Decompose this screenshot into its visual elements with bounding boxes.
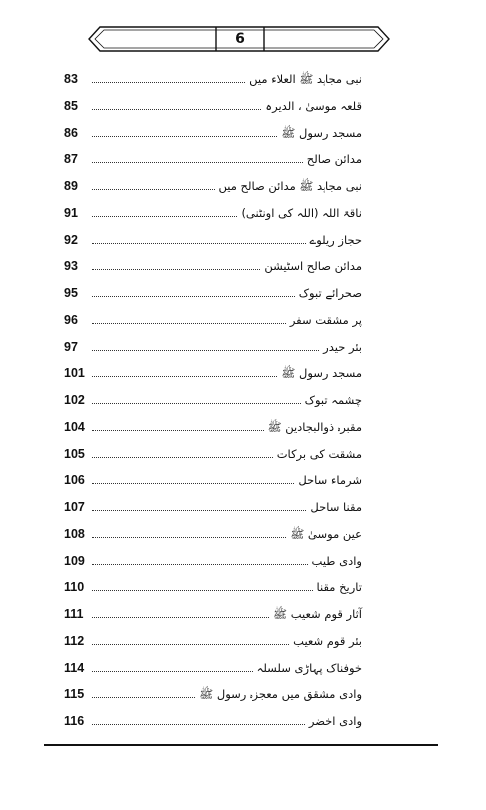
dot-leader	[92, 81, 245, 83]
toc-page-number: 93	[64, 259, 78, 274]
toc-entry[interactable]	[64, 276, 362, 302]
toc-page-number: 91	[64, 205, 78, 220]
toc-entry[interactable]	[64, 463, 362, 489]
toc-entry[interactable]	[64, 410, 362, 436]
toc-page-number: 109	[64, 553, 85, 568]
dot-leader	[92, 268, 260, 270]
toc-entry[interactable]	[64, 116, 362, 142]
dot-leader	[92, 108, 261, 110]
dot-leader	[92, 616, 269, 618]
toc-page-number: 115	[64, 687, 85, 702]
dot-leader	[92, 161, 303, 163]
toc-entry[interactable]	[64, 437, 362, 463]
toc-entry[interactable]	[64, 517, 362, 543]
dot-leader	[92, 670, 253, 672]
dot-leader	[92, 536, 286, 538]
toc-page-number: 92	[64, 232, 78, 247]
toc-entry[interactable]	[64, 62, 362, 88]
toc-title: نبی مجاہد ﷺ العلاء میں	[249, 72, 362, 86]
toc-entry[interactable]	[64, 169, 362, 195]
toc-page-number: 97	[64, 339, 78, 354]
toc-page-number: 108	[64, 526, 85, 541]
dot-leader	[92, 375, 277, 377]
toc-page-number: 105	[64, 446, 85, 461]
toc-page-number: 111	[64, 607, 84, 621]
toc-page-number: 86	[64, 125, 78, 140]
dot-leader	[92, 215, 237, 217]
toc-title: مشقت کی برکات	[276, 446, 362, 461]
dot-leader	[92, 295, 295, 297]
dot-leader	[92, 723, 305, 725]
toc-entry[interactable]	[64, 223, 362, 249]
dot-leader	[92, 135, 277, 137]
toc-entry[interactable]	[64, 356, 362, 382]
toc-page-number: 101	[64, 366, 85, 381]
dot-leader	[92, 322, 286, 324]
toc-title: قلعہ موسیٰ ، الدیرہ	[265, 98, 362, 113]
toc-title: خوفناک پہاڑی سلسلہ	[256, 660, 362, 675]
toc-title: آثار قوم شعیب ﷺ	[273, 607, 362, 621]
toc-entry[interactable]	[64, 651, 362, 677]
toc-title: بئر قوم شعیب	[293, 633, 362, 648]
toc-title: مسجد رسول ﷺ	[281, 125, 362, 140]
toc-page-number: 89	[64, 179, 78, 193]
toc-title: حجاز ریلوے	[309, 232, 362, 247]
toc-entry[interactable]	[64, 303, 362, 329]
toc-page-number: 96	[64, 312, 78, 327]
toc-title: عین موسیٰ ﷺ	[290, 526, 362, 541]
dot-leader	[92, 509, 306, 511]
dot-leader	[92, 456, 273, 458]
toc-title: وادی طیب	[311, 553, 362, 568]
toc-title: صحرائے تبوک	[298, 286, 362, 300]
toc-page-number: 104	[64, 419, 85, 434]
dot-leader	[92, 402, 301, 404]
toc-title: بئر حیدر	[323, 339, 362, 354]
toc-page-number: 112	[64, 633, 85, 648]
toc-entry[interactable]	[64, 330, 362, 356]
toc-title: نبی مجاہد ﷺ مدائن صالح میں	[218, 179, 362, 193]
toc-entry[interactable]	[64, 249, 362, 275]
toc-page-number: 110	[64, 580, 85, 595]
toc-title: وادی اخضر	[308, 714, 362, 728]
toc-entry[interactable]	[64, 196, 362, 222]
toc-title: وادی مشقق میں معجزہ رسول ﷺ	[199, 687, 362, 702]
toc-entry[interactable]	[64, 544, 362, 570]
toc-page-number: 114	[64, 660, 85, 675]
toc-title: مقنا ساحل	[310, 500, 362, 514]
toc-title: مسجد رسول ﷺ	[281, 366, 362, 381]
toc-page-number: 102	[64, 393, 85, 407]
dot-leader	[92, 696, 195, 698]
dot-leader	[92, 349, 319, 351]
toc-entry[interactable]	[64, 142, 362, 168]
toc-page-number: 85	[64, 98, 78, 113]
dot-leader	[92, 429, 264, 431]
toc-entry[interactable]	[64, 704, 362, 730]
page-number: 6	[235, 31, 245, 47]
dot-leader	[92, 188, 215, 190]
dot-leader	[92, 589, 313, 591]
toc-page-number: 83	[64, 72, 78, 86]
dot-leader	[92, 482, 294, 484]
footer-rule	[44, 744, 438, 746]
toc-page-number: 106	[64, 473, 85, 488]
toc-page-number: 87	[64, 152, 78, 167]
dot-leader	[92, 563, 308, 565]
toc-entry[interactable]	[64, 490, 362, 516]
toc-title: تاریخ مقنا	[316, 580, 362, 595]
toc-page-number: 95	[64, 286, 78, 300]
toc-entry[interactable]	[64, 624, 362, 650]
toc-title: مدائن صالح اسٹیشن	[264, 259, 362, 274]
toc-entry[interactable]	[64, 570, 362, 596]
dot-leader	[92, 242, 306, 244]
dot-leader	[92, 643, 289, 645]
toc-page-number: 116	[64, 714, 85, 728]
toc-entry[interactable]	[64, 383, 362, 409]
toc-title: مدائن صالح	[306, 152, 362, 167]
toc-title: چشمہ تبوک	[304, 393, 362, 407]
toc-title: ناقۃ اللہ (اللہ کی اونٹنی)	[241, 205, 362, 220]
toc-entry[interactable]	[64, 89, 362, 115]
toc-entry[interactable]	[64, 597, 362, 623]
toc-page-number: 107	[64, 500, 85, 514]
toc-entry[interactable]	[64, 677, 362, 703]
toc-title: پر مشقت سفر	[289, 312, 362, 327]
toc-title: شرماء ساحل	[298, 473, 362, 488]
toc-title: مقبرہ ذوالبجادین ﷺ	[267, 419, 362, 434]
